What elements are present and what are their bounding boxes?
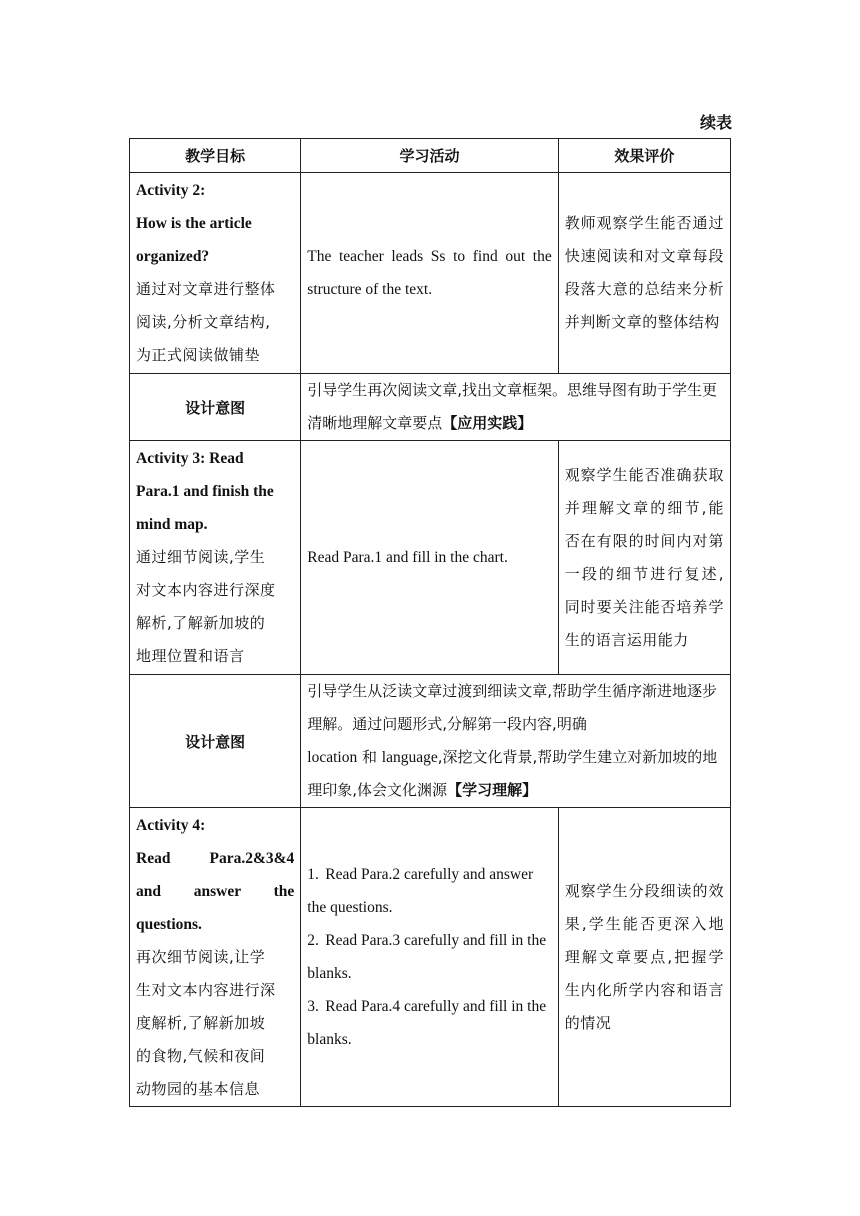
activity-4-title-line: Read Para.2&3&4 xyxy=(136,849,295,867)
lesson-plan-table xyxy=(129,138,731,1107)
activity-4-title-line: and answer the xyxy=(136,882,295,900)
activity-2-goal-line: 为正式阅读做铺垫 xyxy=(136,346,261,364)
activity-2-goal-line: 阅读,分析文章结构, xyxy=(136,313,271,331)
activity-2-title-line: Activity 2: xyxy=(136,182,206,199)
activity-4-goal-cell xyxy=(130,808,301,1107)
table-row-intent-1 xyxy=(130,374,731,441)
intent-2-term-location: location xyxy=(307,749,358,766)
activity-4-title-line: questions. xyxy=(136,915,202,933)
activity-4-activity-cell xyxy=(301,808,558,1107)
activity-4-goal-line: 的食物,气候和夜间 xyxy=(136,1046,266,1065)
intent-1-label: 设计意图 xyxy=(130,374,301,441)
table-header-row xyxy=(130,139,731,173)
activity-3-goal-line: 地理位置和语言 xyxy=(136,647,245,665)
activity-2-activity-text: The teacher leads Ss to find out the structure of the text. xyxy=(307,248,552,298)
intent-2-text xyxy=(307,675,724,807)
intent-2-term-language: language xyxy=(381,749,438,766)
table-row-intent-2 xyxy=(130,675,731,808)
list-item xyxy=(307,990,551,1056)
intent-1-text-cell xyxy=(301,374,731,441)
activity-3-evaluation-cell xyxy=(558,441,730,675)
step-text: Read Para.3 carefully and fill in the blanks. xyxy=(307,932,547,982)
activity-4-evaluation-text: 观察学生分段细读的效果,学生能否更深入地理解文章要点,把握学生内化所学内容和语言的情况 xyxy=(564,881,724,1032)
activity-4-goal-line: 再次细节阅读,让学 xyxy=(136,947,266,966)
activity-2-evaluation-text: 教师观察学生能否通过快速阅读和对文章每段段落大意的总结来分析并判断文章的整体结构 xyxy=(564,214,724,331)
activity-3-goal-line: 对文本内容进行深度 xyxy=(136,581,276,599)
continued-label: 续表 xyxy=(699,113,732,132)
activity-3-goal-cell xyxy=(130,441,301,675)
activity-4-goal-line: 度解析,了解新加坡 xyxy=(136,1013,266,1032)
intent-1-tag: 【应用实践】 xyxy=(442,414,533,432)
intent-2-label: 设计意图 xyxy=(130,675,301,808)
activity-4-evaluation-cell xyxy=(558,808,730,1107)
intent-2-body-a: 引导学生从泛读文章过渡到细读文章,帮助学生循序渐进地逐步理解。通过问题形式,分解第一段内容,明确 xyxy=(307,682,718,733)
step-number: 2. xyxy=(307,932,319,949)
intent-1-text xyxy=(307,374,724,440)
header-evaluation: 效果评价 xyxy=(558,139,730,173)
intent-2-body-c: ,深挖文化背景,帮助学生建立对新加坡的地理印象,体会文化渊源 xyxy=(307,748,718,799)
table-row-activity-4 xyxy=(130,808,731,1107)
step-text: Read Para.2 carefully and answer the questions. xyxy=(307,866,534,916)
step-number: 1. xyxy=(307,866,319,883)
table-row-activity-3 xyxy=(130,441,731,675)
step-number: 3. xyxy=(307,998,319,1015)
intent-2-tag: 【学习理解】 xyxy=(447,781,538,799)
activity-2-evaluation-cell xyxy=(558,173,730,374)
table-row-activity-2 xyxy=(130,173,731,374)
activity-3-activity-cell xyxy=(301,441,558,675)
header-activity: 学习活动 xyxy=(301,139,558,173)
activity-4-goal-line: 动物园的基本信息 xyxy=(136,1079,261,1098)
activity-3-evaluation-text: 观察学生能否准确获取并理解文章的细节,能否在有限的时间内对第一段的细节进行复述,同时要关注能否培养学生的语言运用能力 xyxy=(564,465,724,649)
activity-2-activity-cell xyxy=(301,173,558,374)
activity-4-title-line: Activity 4: xyxy=(136,816,206,834)
activity-3-activity-text: Read Para.1 and fill in the chart. xyxy=(307,549,508,566)
activity-4-step-list xyxy=(307,858,551,1056)
list-item xyxy=(307,924,551,990)
intent-1-body: 引导学生再次阅读文章,找出文章框架。思维导图有助于学生更清晰地理解文章要点 xyxy=(307,381,718,432)
activity-3-goal-line: 解析,了解新加坡的 xyxy=(136,614,266,632)
step-text: Read Para.4 carefully and fill in the blanks. xyxy=(307,998,547,1048)
activity-3-goal-line: 通过细节阅读,学生 xyxy=(136,548,266,566)
activity-2-title-line: organized? xyxy=(136,248,210,265)
activity-3-title-line: Para.1 and finish the xyxy=(136,483,274,500)
list-item xyxy=(307,858,551,924)
activity-4-goal-line: 生对文本内容进行深 xyxy=(136,980,276,999)
header-goal: 教学目标 xyxy=(130,139,301,173)
activity-2-goal-line: 通过对文章进行整体 xyxy=(136,280,276,298)
activity-2-goal-cell xyxy=(130,173,301,374)
intent-2-text-cell xyxy=(301,675,731,808)
activity-2-title-line: How is the article xyxy=(136,215,252,232)
activity-3-title-line: mind map. xyxy=(136,516,208,533)
activity-3-title-line: Activity 3: Read xyxy=(136,450,244,467)
intent-2-body-b: 和 xyxy=(357,748,382,766)
